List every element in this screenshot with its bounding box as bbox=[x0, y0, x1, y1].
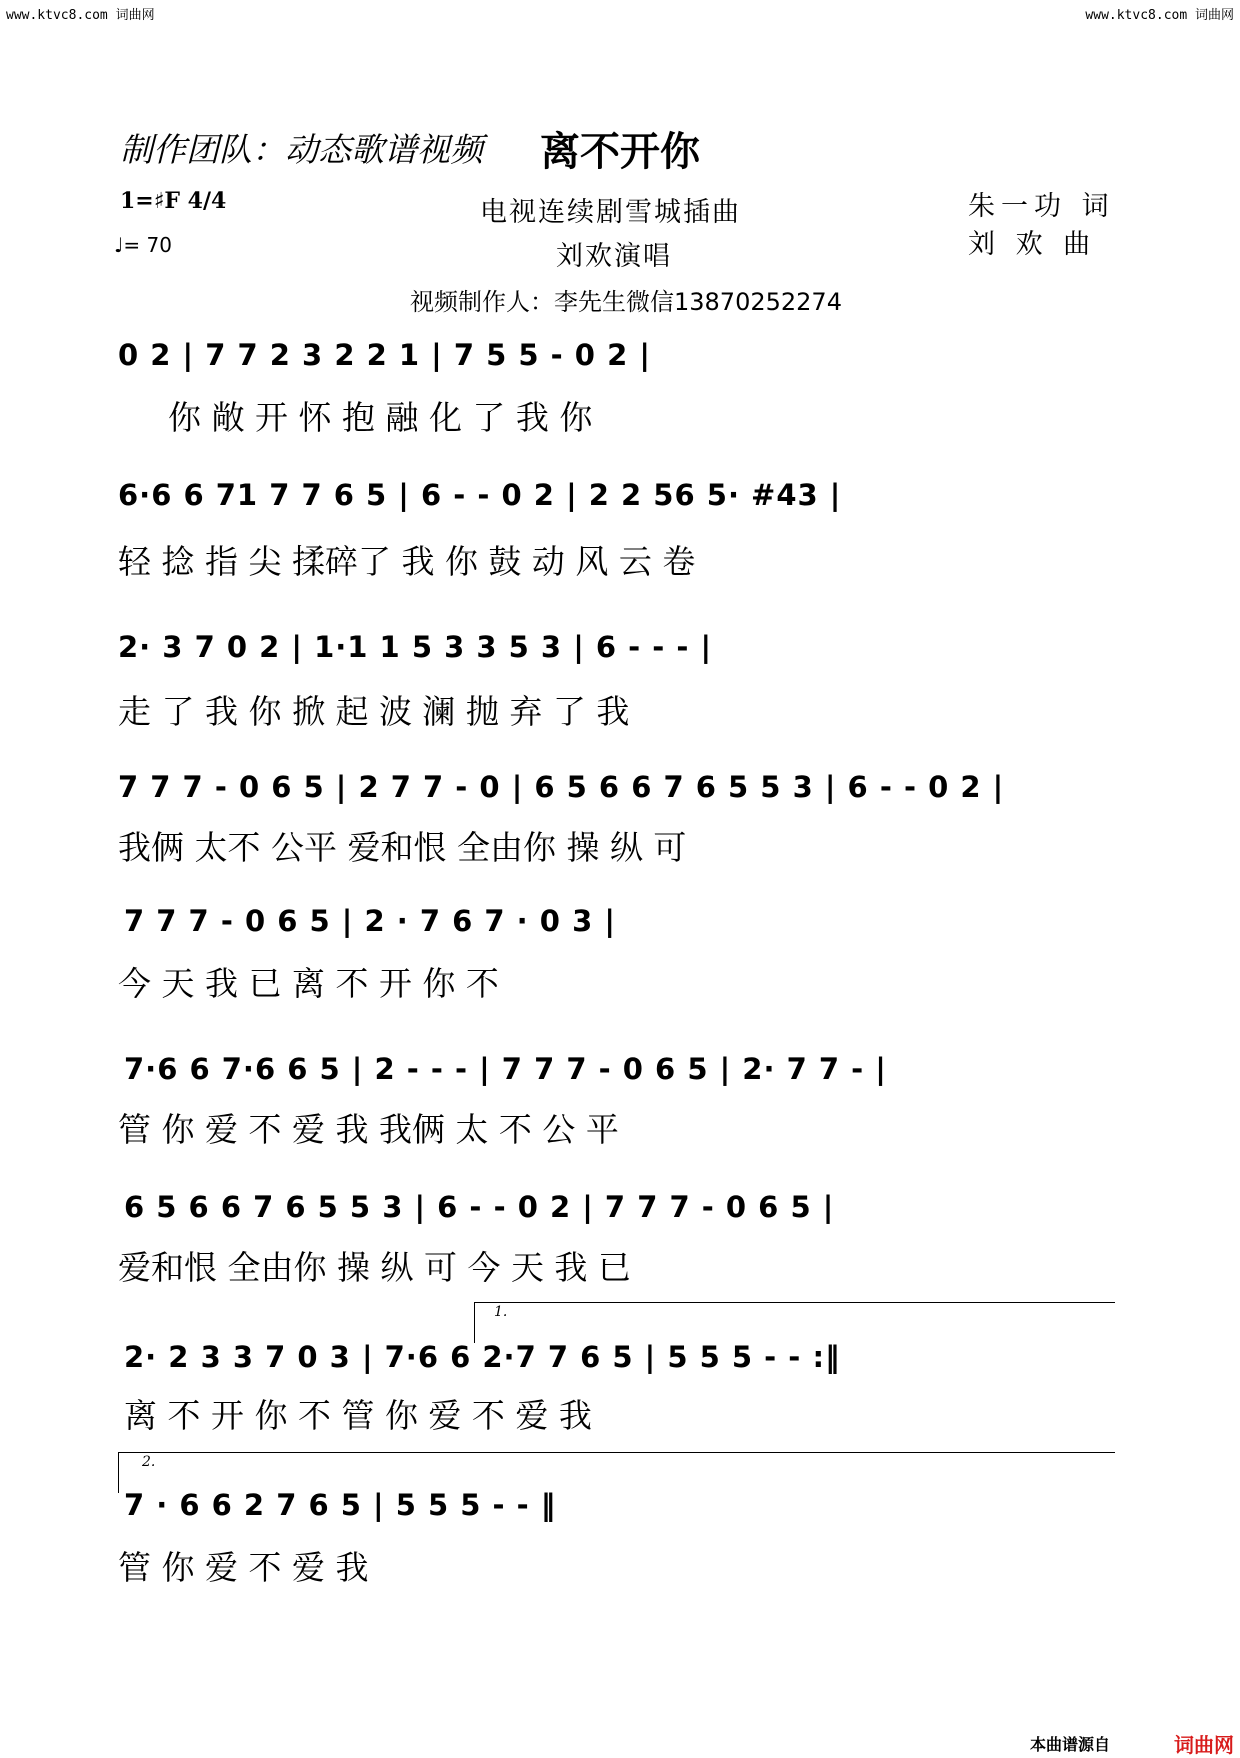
volta-second-label: 2. bbox=[142, 1454, 156, 1470]
volta-first-label: 1. bbox=[494, 1304, 508, 1320]
volta-second-bracket bbox=[118, 1452, 1115, 1493]
watermark-left: www.ktvc8.com 词曲网 bbox=[6, 8, 155, 23]
score-line-7-lyrics: 爱和恨 全由你 操 纵 可 今 天 我 已 bbox=[118, 1248, 631, 1287]
song-title: 离不开你 bbox=[540, 129, 700, 175]
score-line-1-lyrics: 你 敞 开 怀 抱 融 化 了 我 你 bbox=[168, 398, 593, 437]
team-credit: 制作团队：动态歌谱视频 bbox=[120, 130, 483, 169]
score-line-6-notes: 7·6 6 7·6 6 5 | 2 - - - | 7 7 7 - 0 6 5 | 2· 7 7 - | bbox=[124, 1052, 887, 1086]
score-line-3-notes: 2· 3 7 0 2 | 1·1 1 5 3 3 5 3 | 6 - - - | bbox=[118, 630, 713, 664]
score-line-9-lyrics: 管 你 爱 不 爱 我 bbox=[118, 1548, 369, 1587]
score-line-3-lyrics: 走 了 我 你 掀 起 波 澜 抛 弃 了 我 bbox=[118, 692, 630, 731]
score-line-2-lyrics: 轻 捻 指 尖 揉碎了 我 你 鼓 动 风 云 卷 bbox=[118, 542, 696, 581]
lyricist-credit: 朱一功 词 bbox=[968, 191, 1115, 222]
score-line-6-lyrics: 管 你 爱 不 爱 我 我俩 太 不 公 平 bbox=[118, 1110, 619, 1149]
video-maker-credit: 视频制作人：李先生微信13870252274 bbox=[410, 288, 842, 316]
key-signature: 1=♯F 4/4 bbox=[120, 188, 227, 214]
composer-credit: 刘 欢 曲 bbox=[968, 229, 1097, 260]
footer-source: 本曲谱源自 bbox=[1030, 1735, 1111, 1754]
volta-first-bracket bbox=[474, 1302, 1115, 1343]
score-line-5-notes: 7 7 7 - 0 6 5 | 2 · 7 6 7 · 0 3 | bbox=[124, 904, 616, 938]
footer-logo: 词曲网 bbox=[1174, 1733, 1234, 1757]
score-line-2-notes: 6·6 6 71 7 7 6 5 | 6 - - 0 2 | 2 2 56 5· #43 | bbox=[118, 478, 842, 512]
score-line-1-notes: 0 2 | 7 7 2 3 2 2 1 | 7 5 5 - 0 2 | bbox=[118, 338, 651, 372]
score-line-7-notes: 6 5 6 6 7 6 5 5 3 | 6 - - 0 2 | 7 7 7 - 0 6 5 | bbox=[124, 1190, 835, 1224]
watermark-right: www.ktvc8.com 词曲网 bbox=[1085, 8, 1234, 23]
score-line-8-lyrics: 离 不 开 你 不 管 你 爱 不 爱 我 bbox=[124, 1396, 592, 1435]
subtitle-singer: 刘欢演唱 bbox=[556, 241, 672, 272]
score-line-8-notes: 2· 2 3 3 7 0 3 | 7·6 6 2·7 7 6 5 | 5 5 5 - - :‖ bbox=[124, 1340, 841, 1374]
tempo-marking: ♩= 70 bbox=[114, 233, 172, 257]
score-line-5-lyrics: 今 天 我 已 离 不 开 你 不 bbox=[118, 964, 499, 1003]
score-line-4-lyrics: 我俩 太不 公平 爱和恨 全由你 操 纵 可 bbox=[118, 828, 687, 867]
score-line-4-notes: 7 7 7 - 0 6 5 | 2 7 7 - 0 | 6 5 6 6 7 6 5 5 3 | 6 - - 0 2 | bbox=[118, 770, 1005, 804]
score-line-9-notes: 7 · 6 6 2 7 6 5 | 5 5 5 - - ‖ bbox=[124, 1488, 557, 1522]
subtitle-drama: 电视连续剧雪城插曲 bbox=[480, 197, 741, 228]
